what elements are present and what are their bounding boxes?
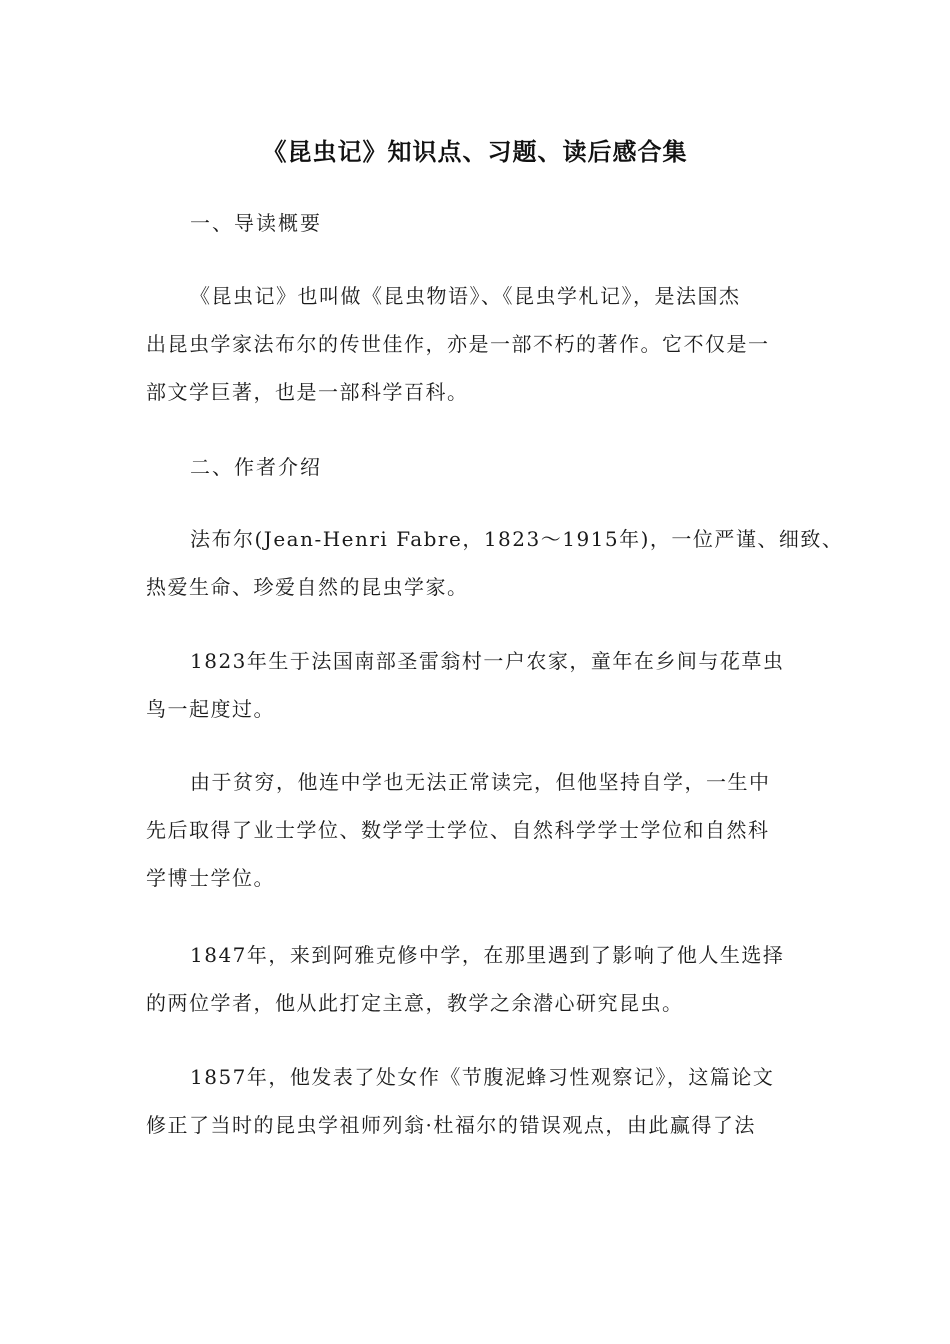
paragraph-line: 出昆虫学家法布尔的传世佳作，亦是一部不朽的著作。它不仅是一 <box>146 332 770 356</box>
paragraph-line: 先后取得了业士学位、数学学士学位、自然科学学士学位和自然科 <box>146 818 770 842</box>
paragraph-line: 学博士学位。 <box>146 866 275 890</box>
paragraph-line: 1823年生于法国南部圣雷翁村一户农家，童年在乡间与花草虫 <box>190 649 785 673</box>
paragraph-author-3 <box>146 758 806 902</box>
paragraph-line: 鸟一起度过。 <box>146 697 275 721</box>
paragraph-line: 1857年，他发表了处女作《节腹泥蜂习性观察记》，这篇论文 <box>190 1065 775 1089</box>
paragraph-author-5 <box>146 1053 806 1149</box>
paragraph-line: 1847年，来到阿雅克修中学，在那里遇到了影响了他人生选择 <box>190 943 785 967</box>
section-heading-author: 二、作者介绍 <box>190 455 322 479</box>
paragraph-line: 由于贫穷，他连中学也无法正常读完，但他坚持自学，一生中 <box>190 770 771 794</box>
paragraph-line: 修正了当时的昆虫学祖师列翁·杜福尔的错误观点，由此赢得了法 <box>146 1113 756 1137</box>
paragraph-author-1 <box>146 515 844 611</box>
paragraph-line: 法布尔(Jean-Henri Fabre，1823～1915年)，一位严谨、细致、 <box>190 527 844 551</box>
paragraph-author-2 <box>146 637 806 733</box>
paragraph-line: 部文学巨著，也是一部科学百科。 <box>146 380 469 404</box>
document-title: 《昆虫记》知识点、习题、读后感合集 <box>262 138 688 166</box>
paragraph-line: 《昆虫记》也叫做《昆虫物语》、《昆虫学札记》，是法国杰 <box>190 284 741 308</box>
paragraph-line: 热爱生命、珍爱自然的昆虫学家。 <box>146 575 469 599</box>
paragraph-line: 的两位学者，他从此打定主意，教学之余潜心研究昆虫。 <box>146 991 684 1015</box>
paragraph-intro <box>146 272 806 416</box>
section-heading-intro: 一、导读概要 <box>190 211 322 235</box>
paragraph-author-4 <box>146 931 806 1027</box>
